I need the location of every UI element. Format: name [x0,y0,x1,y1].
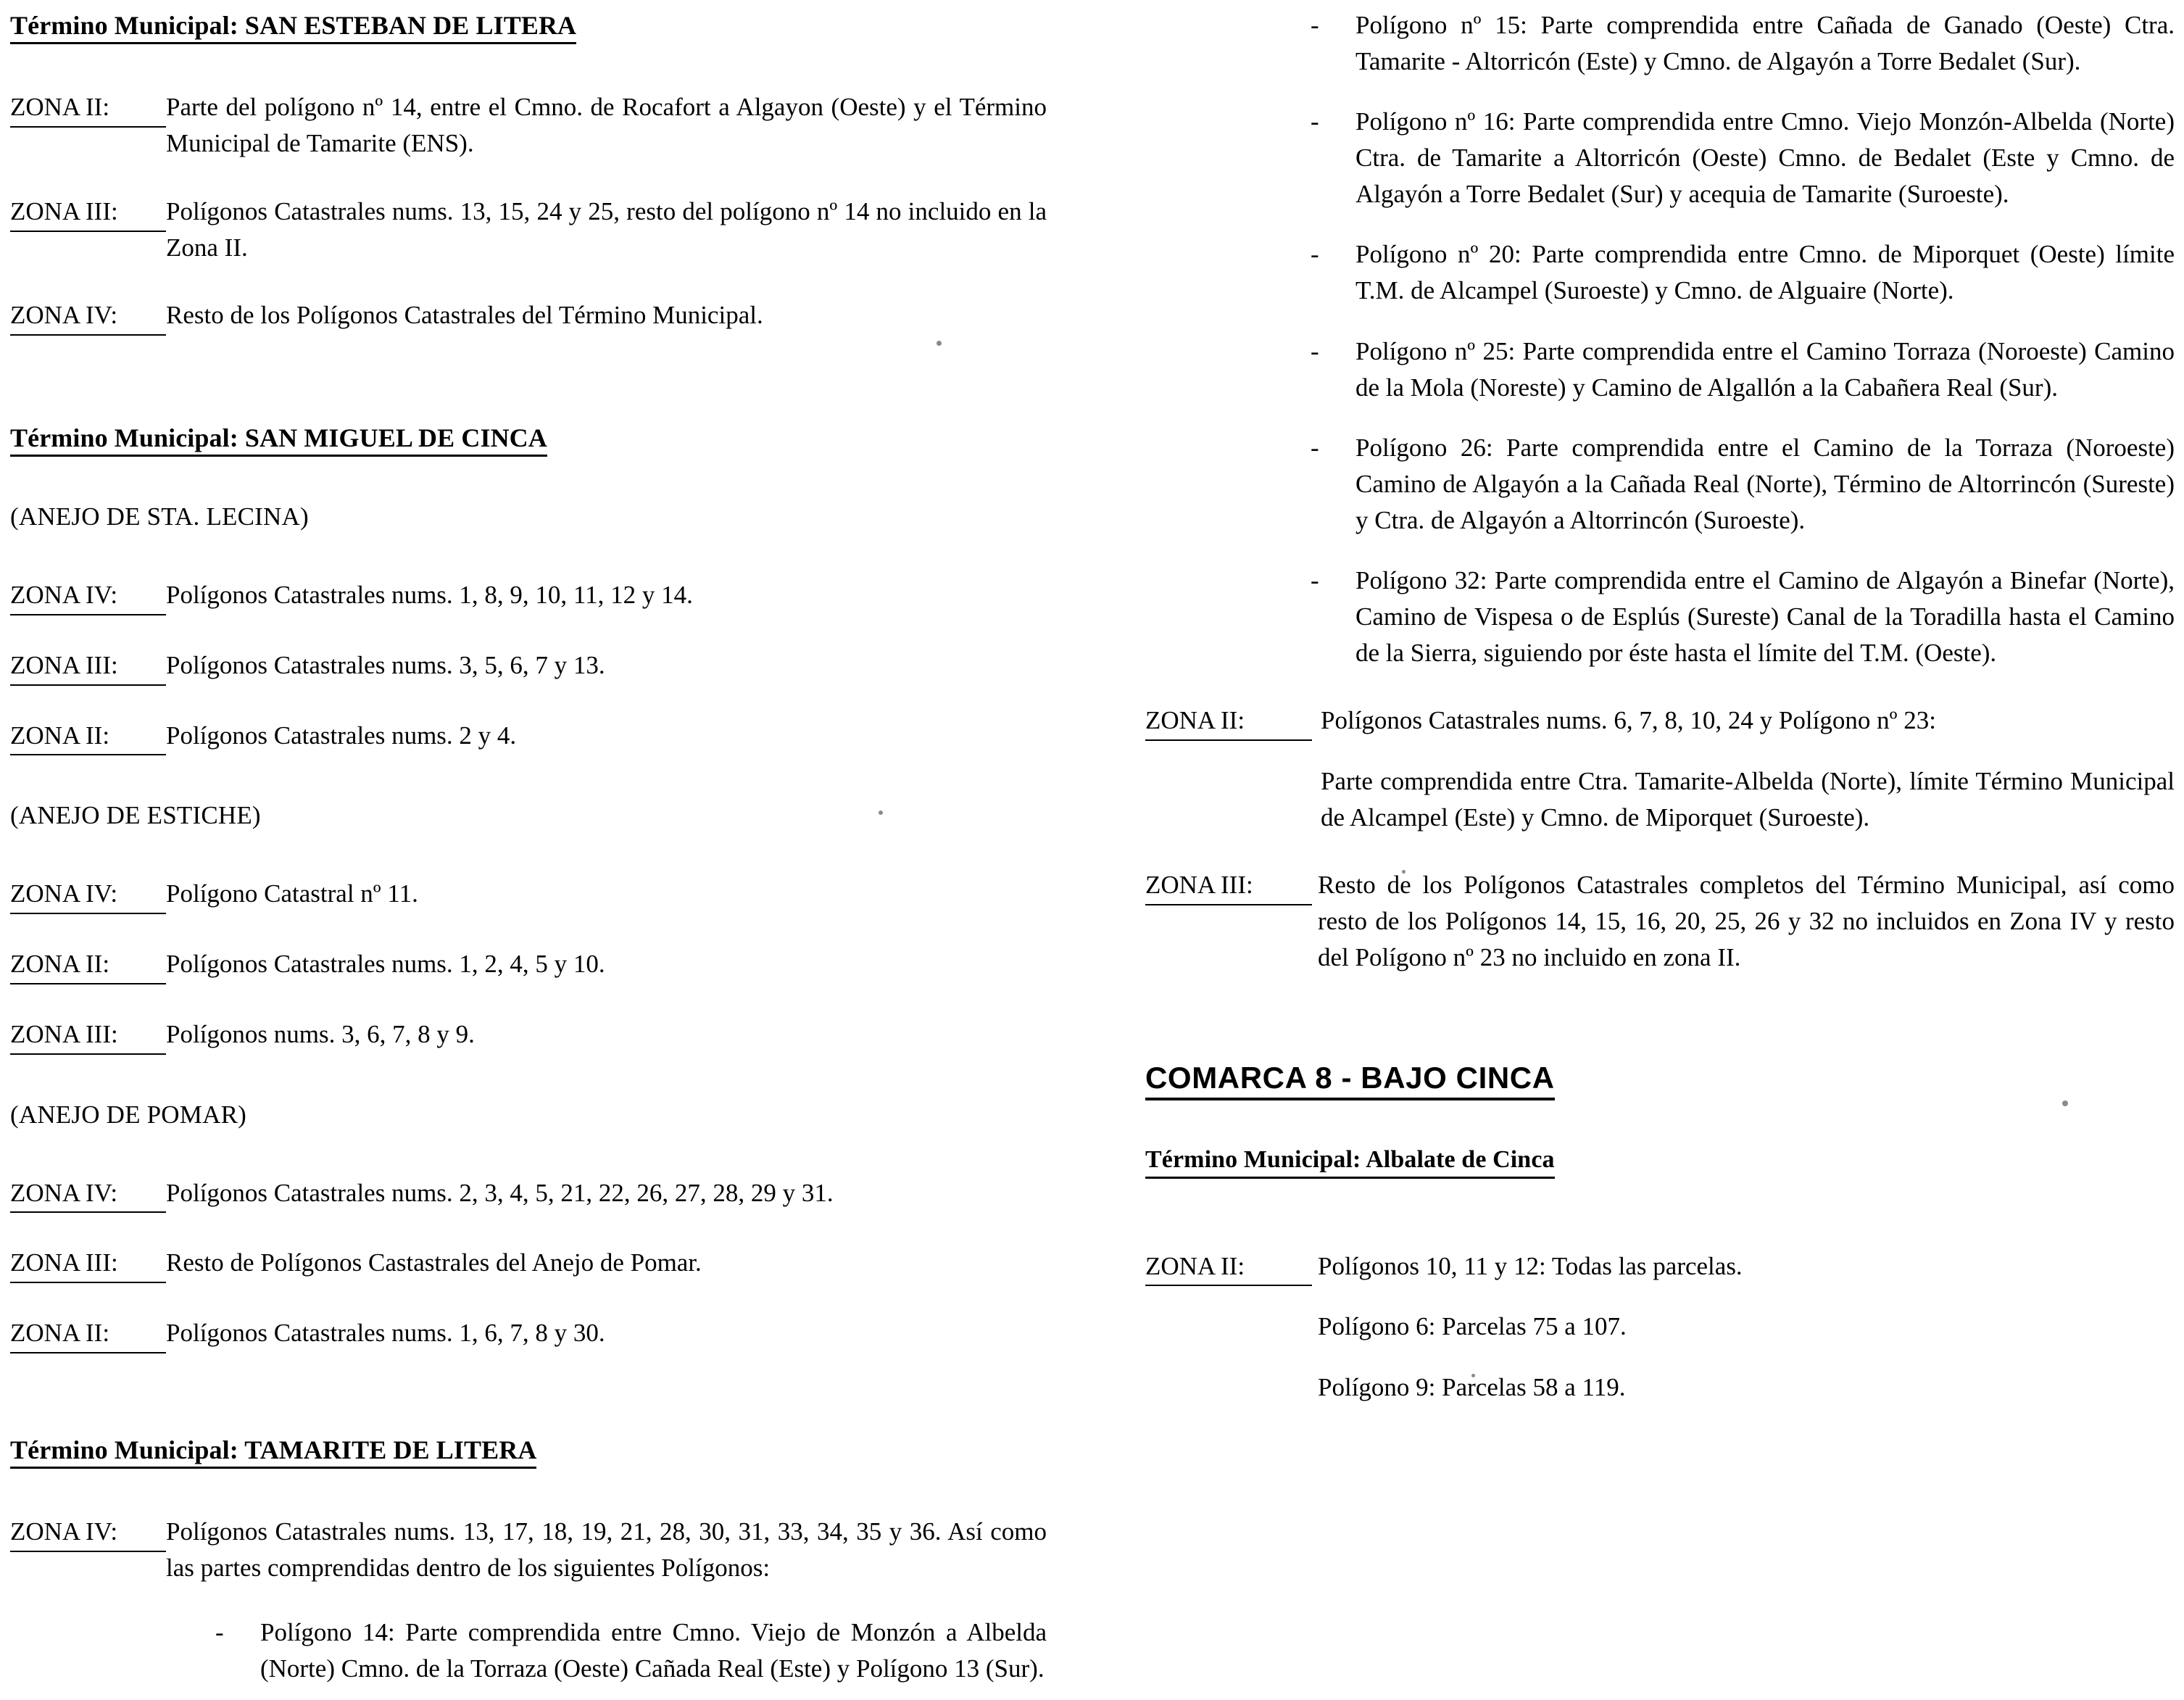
term-heading-lead: Término Municipal: [1145,1146,1366,1174]
zone-paragraph: Resto de los Polígonos Catastrales del Término Municipal. [166,301,763,330]
spacer [1145,975,2175,1061]
zone-body [166,297,1047,333]
term-heading-lead: Término Municipal: [10,1435,245,1464]
term-heading-tamarite [10,1435,536,1469]
section-san-miguel-de-cinca [10,423,1047,1353]
zone-body [166,194,1047,265]
zone-label: ZONA II: [1145,702,1312,741]
zone-body [166,718,1047,754]
zone-body [166,1245,1047,1281]
term-heading-name: SAN ESTEBAN DE LITERA [244,11,577,40]
zone-paragraph: Resto de los Polígonos Catastrales completos del Término Municipal, así como resto de los Polígonos 14, 15, 16, 20, 25, 26 y 32 no incluidos en Zona IV y resto del Polígono nº 23 no incluido en zona II. [1318,871,2175,971]
zone-label: ZONA IV: [10,1514,166,1552]
zone-paragraph: Parte comprendida entre Ctra. Tamarite-Albelda (Norte), límite Término Municipal de Alcampel (Este) y Cmno. de Miporquet (Suroeste). [1321,767,2175,832]
zone-paragraph: Polígonos Catastrales nums. 13, 17, 18, 19, 21, 28, 30, 31, 33, 34, 35 y 36. Así como las partes comprendidas dentro de los siguientes Polígonos: [166,1517,1047,1582]
zone-row-zona-iii [1145,867,2175,975]
spacer [1145,1100,2175,1145]
spacer [10,1283,1047,1315]
zone-row-zona-ii [10,1315,1047,1353]
spacer [10,336,1047,423]
anejo-title-pomar: (ANEJO DE POMAR) [10,1100,246,1129]
zone-paragraph: Parte del polígono nº 14, entre el Cmno. de Rocafort a Algayon (Oeste) y el Término Municipal de Tamarite (ENS). [166,93,1047,158]
zone-paragraph: Polígonos Catastrales nums. 13, 15, 24 y 25, resto del polígono nº 14 no incluido en la Zona II. [166,196,1047,262]
zone-body [166,1175,1047,1211]
zone-label: ZONA II: [10,89,166,128]
zone-label: ZONA IV: [10,297,166,336]
list-item: - Polígono 14: Parte comprendida entre Cmno. Viejo de Monzón a Albelda (Norte) Cmno. de la Torraza (Oeste) Cañada Real (Este) y Polígono 13 (Sur). [260,1614,1047,1686]
right-column [1145,0,2175,1406]
zone-paragraph: Polígono 9: Parcelas 58 a 119. [1318,1372,1626,1401]
anejo-title-sta-lecina: (ANEJO DE STA. LECINA) [10,502,309,531]
zone-row-zona-ii [10,89,1047,161]
zone-label: ZONA III: [1145,867,1312,905]
zone-paragraph: Polígonos Catastrales nums. 6, 7, 8, 10, 24 y Polígono nº 23: [1321,706,1936,735]
spacer [10,1130,1047,1175]
zone-body [166,1514,1047,1687]
zone-label: ZONA IV: [10,1175,166,1214]
zone-paragraph: Polígonos Catastrales nums. 2 y 4. [166,721,517,750]
spacer [10,44,1047,89]
zone-row-zona-ii [10,946,1047,984]
zone-row-zona-ii [1145,702,2175,835]
term-heading-san-miguel [10,423,547,457]
term-heading-name: SAN MIGUEL DE CINCA [244,423,547,452]
zone-body [166,1016,1047,1053]
zone-row-zona-iii [10,647,1047,686]
zone-paragraph: Polígonos nums. 3, 6, 7, 8 y 9. [166,1019,475,1048]
term-heading-lead: Término Municipal: [10,423,245,452]
section-san-esteban-de-litera [10,10,1047,336]
spacer [10,1213,1047,1245]
spacer [1145,835,2175,867]
list-item: - Polígono nº 20: Parte comprendida entre Cmno. de Miporquet (Oeste) límite T.M. de Alcampel (Suroeste) y Cmno. de Alguaire (Norte). [1355,236,2175,308]
zone-row-zona-iv [10,297,1047,336]
zone-body [166,946,1047,982]
zone-row-zona-iii [10,1245,1047,1283]
spacer [10,1469,1047,1514]
zone-paragraph: Polígonos Catastrales nums. 1, 8, 9, 10, 11, 12 y 14. [166,581,693,610]
spacer [10,831,1047,876]
zone-label: ZONA III: [10,1245,166,1283]
zone-label: ZONA II: [10,946,166,984]
left-column [10,0,1047,1687]
zone-row-zona-iv [10,876,1047,914]
spacer [10,532,1047,577]
zone-label: ZONA IV: [10,876,166,914]
spacer [10,1353,1047,1435]
spacer [10,162,1047,194]
list-item: - Polígono nº 15: Parte comprendida entre Cañada de Ganado (Oeste) Ctra. Tamarite - Altorricón (Este) y Cmno. de Algayón a Torre Bedalet (Sur). [1355,7,2175,79]
zone-paragraph: Polígonos Catastrales nums. 1, 6, 7, 8 y 30. [166,1318,605,1347]
zone-body [166,876,1047,912]
zone-body [1312,867,2175,975]
spacer [10,686,1047,718]
zone-label: ZONA II: [10,718,166,756]
section-tamarite-de-litera [10,1435,1047,1687]
zone-label: ZONA II: [1145,1248,1312,1287]
zone-body [1312,1248,2175,1406]
zone-body [166,1315,1047,1351]
zone-label: ZONA IV: [10,577,166,615]
polygon-bullet-list-continued [1355,7,2175,671]
comarca-heading: COMARCA 8 - BAJO CINCA [1145,1061,1555,1100]
spacer [10,457,1047,502]
zone-row-zona-iv [10,1514,1047,1687]
term-heading-name: Albalate de Cinca [1366,1146,1555,1174]
zone-body [166,647,1047,684]
spacer [10,1055,1047,1100]
term-heading-name: TAMARITE DE LITERA [244,1435,537,1464]
spacer [10,615,1047,647]
term-heading-lead: Término Municipal: [10,11,245,40]
list-item: - Polígono nº 16: Parte comprendida entre Cmno. Viejo Monzón-Albelda (Norte) Ctra. de Tamarite a Altorricón (Oeste) Cmno. de Bedalet (Este y Cmno. de Algayón a Torre Bedalet (Sur) y acequia de Tamarite (Suroeste). [1355,104,2175,212]
zone-paragraph: Resto de Polígonos Castastrales del Anejo de Pomar. [166,1248,702,1277]
zone-body [166,577,1047,613]
list-item: - Polígono nº 25: Parte comprendida entre el Camino Torraza (Noroeste) Camino de la Mola (Noreste) y Camino de Algallón a la Cabañera Real (Sur). [1355,333,2175,405]
spacer [1145,671,2175,702]
zone-label: ZONA III: [10,194,166,232]
anejo-title-estiche: (ANEJO DE ESTICHE) [10,801,261,830]
zone-row-zona-iii [10,194,1047,265]
polygon-bullet-list [260,1614,1047,1686]
zone-paragraph: Polígono 6: Parcelas 75 a 107. [1318,1312,1627,1341]
zone-body [166,89,1047,161]
list-item: - Polígono 26: Parte comprendida entre el Camino de la Torraza (Noroeste) Camino de Algayón a la Cañada Real (Norte), Término de Altorrincón (Sureste) y Ctra. de Algayón a Altorrincón (Suroeste). [1355,430,2175,538]
zone-body [1312,702,2175,835]
zone-row-zona-iv [10,1175,1047,1214]
spacer [1145,1179,2175,1248]
zone-paragraph: Polígono Catastral nº 11. [166,879,418,908]
zone-paragraph: Polígonos Catastrales nums. 2, 3, 4, 5, 21, 22, 26, 27, 28, 29 y 31. [166,1178,834,1207]
spacer [10,984,1047,1016]
zone-label: ZONA III: [10,1016,166,1055]
spacer [10,755,1047,800]
zone-row-zona-ii [10,718,1047,756]
zone-label: ZONA II: [10,1315,166,1353]
zone-paragraph: Polígonos Catastrales nums. 3, 5, 6, 7 y 13. [166,651,605,680]
zone-row-zona-iv [10,577,1047,615]
zone-paragraph: Polígonos Catastrales nums. 1, 2, 4, 5 y 10. [166,950,605,979]
zone-label: ZONA III: [10,647,166,686]
list-item: - Polígono 32: Parte comprendida entre el Camino de Algayón a Binefar (Norte), Camino de Vispesa o de Esplús (Sureste) Canal de la Toradilla hasta el Camino de la Sierra, siguiendo por éste hasta el límite del T.M. (Oeste). [1355,563,2175,671]
spacer [10,265,1047,297]
spacer [10,914,1047,946]
zone-row-zona-iii [10,1016,1047,1055]
term-heading-albalate [1145,1145,1555,1178]
zone-row-zona-ii [1145,1248,2175,1406]
term-heading-san-esteban [10,10,576,44]
zone-paragraph: Polígonos 10, 11 y 12: Todas las parcelas. [1318,1251,1743,1280]
